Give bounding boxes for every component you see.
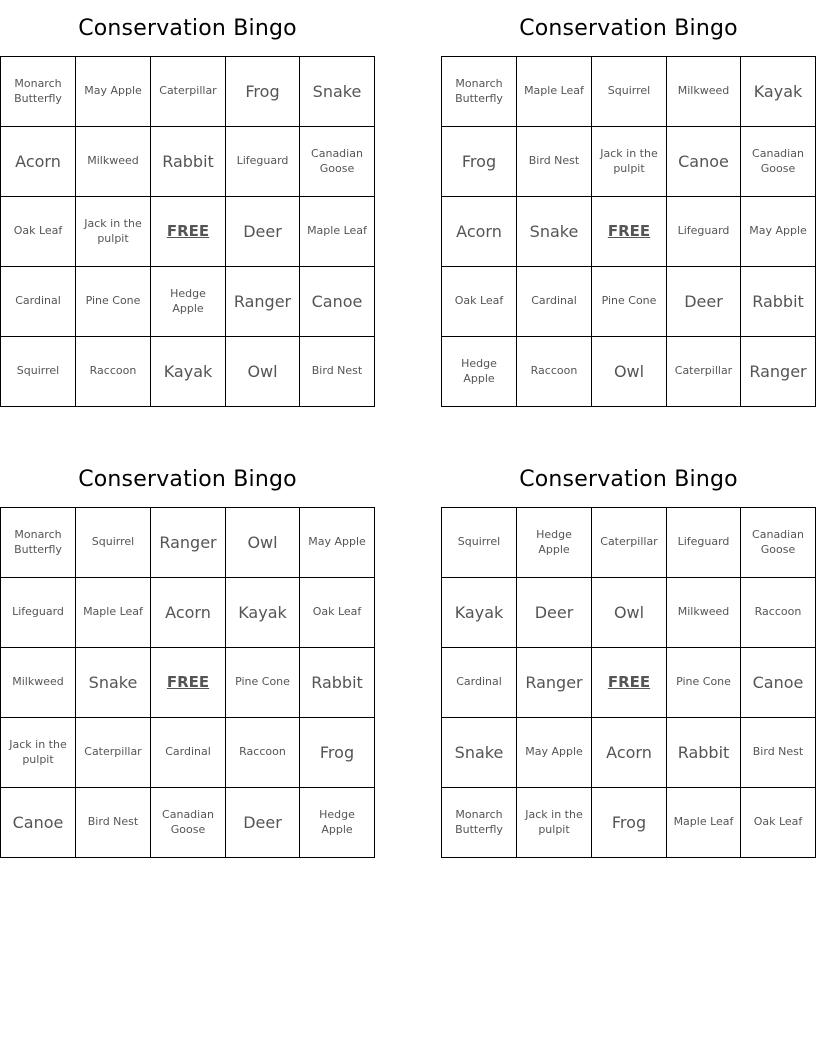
bingo-cell: Canoe — [667, 127, 741, 197]
bingo-cell: Frog — [300, 718, 375, 788]
bingo-cell: Kayak — [442, 578, 517, 648]
bingo-cell: Monarch Butterfly — [442, 788, 517, 858]
bingo-cell: Canoe — [1, 788, 76, 858]
bingo-cell: Ranger — [226, 267, 300, 337]
bingo-grid — [441, 56, 816, 407]
bingo-cell: Lifeguard — [667, 197, 741, 267]
bingo-grid — [441, 507, 816, 858]
bingo-cell: Jack in the pulpit — [592, 127, 667, 197]
bingo-cell: Monarch Butterfly — [442, 57, 517, 127]
bingo-cell: Bird Nest — [517, 127, 592, 197]
card-title: Conservation Bingo — [78, 16, 297, 41]
bingo-cell: Raccoon — [76, 337, 151, 407]
bingo-cell: Raccoon — [226, 718, 300, 788]
bingo-cell: Canadian Goose — [741, 127, 816, 197]
bingo-cell: Deer — [667, 267, 741, 337]
bingo-cell: Ranger — [741, 337, 816, 407]
bingo-cell: Rabbit — [667, 718, 741, 788]
bingo-cell: Squirrel — [592, 57, 667, 127]
free-space-cell: FREE — [592, 648, 667, 718]
bingo-cell: Hedge Apple — [517, 508, 592, 578]
bingo-cell: Cardinal — [151, 718, 226, 788]
bingo-cell: Monarch Butterfly — [1, 508, 76, 578]
bingo-cell: Hedge Apple — [300, 788, 375, 858]
bingo-cell: Squirrel — [76, 508, 151, 578]
bingo-card-1 — [0, 0, 375, 407]
bingo-cell: Canadian Goose — [300, 127, 375, 197]
bingo-cell: Bird Nest — [741, 718, 816, 788]
bingo-cell: Pine Cone — [592, 267, 667, 337]
bingo-grid — [0, 56, 375, 407]
free-space-cell: FREE — [151, 197, 226, 267]
bingo-cell: Canoe — [741, 648, 816, 718]
bingo-cell: Deer — [226, 197, 300, 267]
bingo-cell: Cardinal — [517, 267, 592, 337]
bingo-cell: Lifeguard — [667, 508, 741, 578]
bingo-cell: Snake — [517, 197, 592, 267]
bingo-cell: Kayak — [741, 57, 816, 127]
bingo-cell: Jack in the pulpit — [517, 788, 592, 858]
bingo-cell: Milkweed — [76, 127, 151, 197]
bingo-cell: Caterpillar — [667, 337, 741, 407]
bingo-cell: Maple Leaf — [300, 197, 375, 267]
bingo-cell: Cardinal — [442, 648, 517, 718]
bingo-cell: Ranger — [151, 508, 226, 578]
bingo-cell: Caterpillar — [592, 508, 667, 578]
bingo-cell: Acorn — [1, 127, 76, 197]
bingo-cell: Deer — [517, 578, 592, 648]
bingo-cell: Snake — [300, 57, 375, 127]
bingo-cell: Rabbit — [151, 127, 226, 197]
bingo-cell: Hedge Apple — [151, 267, 226, 337]
bingo-cell: Frog — [226, 57, 300, 127]
card-title: Conservation Bingo — [519, 467, 738, 492]
bingo-cell: Raccoon — [517, 337, 592, 407]
bingo-cell: Milkweed — [667, 57, 741, 127]
bingo-cell: Oak Leaf — [1, 197, 76, 267]
bingo-cell: Acorn — [592, 718, 667, 788]
bingo-cell: Frog — [592, 788, 667, 858]
bingo-cell: Snake — [76, 648, 151, 718]
bingo-grid — [0, 507, 375, 858]
bingo-cell: Maple Leaf — [517, 57, 592, 127]
bingo-cell: Owl — [592, 578, 667, 648]
card-title: Conservation Bingo — [519, 16, 738, 41]
bingo-cell: Owl — [226, 508, 300, 578]
card-title: Conservation Bingo — [78, 467, 297, 492]
bingo-cell: Jack in the pulpit — [76, 197, 151, 267]
bingo-cell: Oak Leaf — [442, 267, 517, 337]
bingo-cell: Canadian Goose — [741, 508, 816, 578]
bingo-cell: Lifeguard — [226, 127, 300, 197]
bingo-cell: Owl — [592, 337, 667, 407]
bingo-cell: May Apple — [741, 197, 816, 267]
bingo-cell: Canoe — [300, 267, 375, 337]
bingo-cell: Lifeguard — [1, 578, 76, 648]
free-space-cell: FREE — [592, 197, 667, 267]
bingo-cell: Deer — [226, 788, 300, 858]
bingo-cell: Acorn — [151, 578, 226, 648]
bingo-cell: Squirrel — [442, 508, 517, 578]
bingo-cell: Caterpillar — [151, 57, 226, 127]
bingo-cell: Milkweed — [1, 648, 76, 718]
bingo-cell: Bird Nest — [300, 337, 375, 407]
bingo-cell: Squirrel — [1, 337, 76, 407]
bingo-cell: May Apple — [300, 508, 375, 578]
bingo-cell: Owl — [226, 337, 300, 407]
free-space-cell: FREE — [151, 648, 226, 718]
bingo-cell: Cardinal — [1, 267, 76, 337]
bingo-cell: Rabbit — [741, 267, 816, 337]
bingo-cell: Maple Leaf — [667, 788, 741, 858]
bingo-cell: Ranger — [517, 648, 592, 718]
bingo-cell: Bird Nest — [76, 788, 151, 858]
bingo-cell: Milkweed — [667, 578, 741, 648]
bingo-cell: Pine Cone — [667, 648, 741, 718]
bingo-cell: Jack in the pulpit — [1, 718, 76, 788]
bingo-cell: Monarch Butterfly — [1, 57, 76, 127]
bingo-cell: Kayak — [226, 578, 300, 648]
bingo-cell: May Apple — [517, 718, 592, 788]
bingo-cell: Oak Leaf — [300, 578, 375, 648]
bingo-cell: Rabbit — [300, 648, 375, 718]
bingo-cell: Snake — [442, 718, 517, 788]
bingo-card-2 — [441, 0, 816, 407]
bingo-card-3 — [0, 451, 375, 858]
bingo-cell: Canadian Goose — [151, 788, 226, 858]
bingo-cell: May Apple — [76, 57, 151, 127]
bingo-cell: Oak Leaf — [741, 788, 816, 858]
bingo-cell: Pine Cone — [226, 648, 300, 718]
bingo-cell: Raccoon — [741, 578, 816, 648]
bingo-cell: Caterpillar — [76, 718, 151, 788]
bingo-card-4 — [441, 451, 816, 858]
bingo-cell: Frog — [442, 127, 517, 197]
bingo-cell: Maple Leaf — [76, 578, 151, 648]
bingo-cell: Kayak — [151, 337, 226, 407]
bingo-cell: Acorn — [442, 197, 517, 267]
bingo-cell: Hedge Apple — [442, 337, 517, 407]
bingo-cell: Pine Cone — [76, 267, 151, 337]
